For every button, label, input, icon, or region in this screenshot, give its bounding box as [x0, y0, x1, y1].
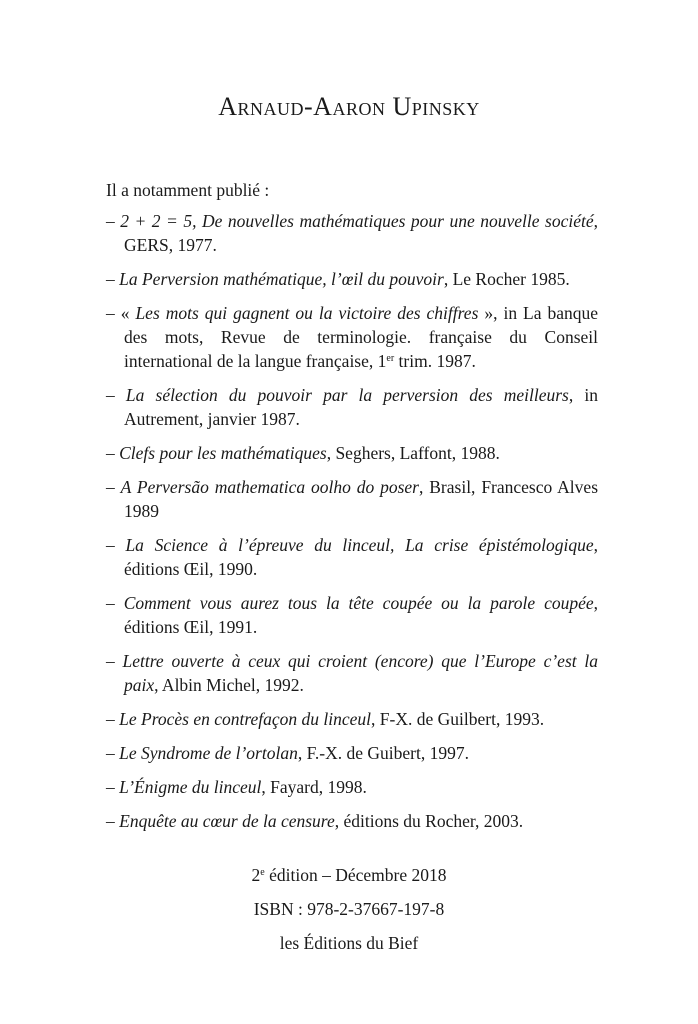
edition-block — [0, 858, 698, 960]
bibliography-item — [106, 707, 598, 731]
item-dash: – — [106, 269, 120, 289]
item-dash: – — [106, 743, 120, 763]
work-title: Enquête au cœur de la censure — [119, 811, 335, 831]
work-title: Lettre ouverte à ceux qui croient (encore) que l’Europe c’est la paix — [122, 651, 599, 695]
bibliography-item — [106, 209, 598, 257]
work-title: Les mots qui gagnent ou la victoire des chiffres — [135, 303, 479, 323]
bibliography-item — [106, 809, 598, 833]
item-dash: – — [106, 651, 123, 671]
work-title: La sélection du pouvoir par la perversion des meilleurs — [125, 385, 569, 405]
work-details: , Albin Michel, 1992. — [154, 675, 304, 695]
bibliography-item — [106, 267, 598, 291]
item-dash: – — [106, 477, 121, 497]
work-details: , éditions Œil, 1991. — [124, 593, 599, 637]
bibliography-item — [106, 301, 598, 373]
bibliography-item — [106, 741, 598, 765]
item-dash: – — [106, 593, 124, 613]
item-dash: – — [106, 811, 120, 831]
edition-line — [0, 858, 698, 892]
work-details: , Seghers, Laffont, 1988. — [326, 443, 500, 463]
work-details: , éditions du Rocher, 2003. — [334, 811, 524, 831]
intro-text: Il a notamment publié : — [106, 180, 270, 200]
publisher: les Éditions du Bief — [279, 933, 419, 953]
bibliography-item — [106, 533, 598, 581]
work-details: , F-X. de Guilbert, 1993. — [371, 709, 545, 729]
work-details: , Fayard, 1998. — [261, 777, 367, 797]
bibliography-item — [106, 383, 598, 431]
item-dash: – — [106, 777, 120, 797]
work-details: , Le Rocher 1985. — [443, 269, 570, 289]
work-details: , Brasil, Francesco Alves 1989 — [124, 477, 598, 521]
item-dash: – — [106, 443, 120, 463]
bibliography-item — [106, 475, 598, 523]
work-title: L’Énigme du linceul — [119, 777, 262, 797]
work-title: Le Procès en contrefaçon du linceul — [119, 709, 372, 729]
work-details: , F.-X. de Guibert, 1997. — [297, 743, 469, 763]
work-title: A Perversão mathematica oolho do poser — [120, 477, 419, 497]
work-title: La Science à l’épreuve du linceul, La crise épistémologique — [125, 535, 594, 555]
work-title: 2 + 2 = 5, De nouvelles mathématiques pour une nouvelle société — [120, 211, 594, 231]
isbn: ISBN : 978-2-37667-197-8 — [253, 899, 445, 919]
item-dash: – — [106, 535, 126, 555]
bibliography-item — [106, 649, 598, 697]
bibliography-item — [106, 775, 598, 799]
quote-open: « — [120, 303, 136, 323]
edition-number: 2 — [251, 865, 261, 885]
work-title: La Perversion mathématique, l’œil du pouvoir — [119, 269, 444, 289]
work-title: Le Syndrome de l’ortolan — [119, 743, 298, 763]
work-title: Comment vous aurez tous la tête coupée ou la parole coupée — [123, 593, 594, 613]
item-dash: – — [106, 385, 126, 405]
bibliography-item — [106, 591, 598, 639]
ordinal-suffix: er — [386, 353, 395, 364]
work-details: », in La banque des mots, Revue de terminologie. française du Conseil international de la langue française, 1 — [124, 303, 598, 371]
edition-label: édition – Décembre 2018 — [264, 865, 447, 885]
item-dash: – — [106, 709, 120, 729]
work-details: , in Autrement, janvier 1987. — [124, 385, 598, 429]
edition-number-suffix: e — [260, 867, 265, 878]
work-details: , éditions Œil, 1990. — [124, 535, 599, 579]
author-name: Arnaud-Aaron Upinsky — [218, 92, 480, 121]
bibliography-list — [106, 209, 598, 843]
work-details: , GERS, 1977. — [124, 211, 598, 255]
work-details-tail: trim. 1987. — [394, 351, 476, 371]
bibliography-item — [106, 441, 598, 465]
work-title: Clefs pour les mathématiques — [119, 443, 327, 463]
item-dash: – — [106, 211, 121, 231]
item-dash: – — [106, 303, 121, 323]
